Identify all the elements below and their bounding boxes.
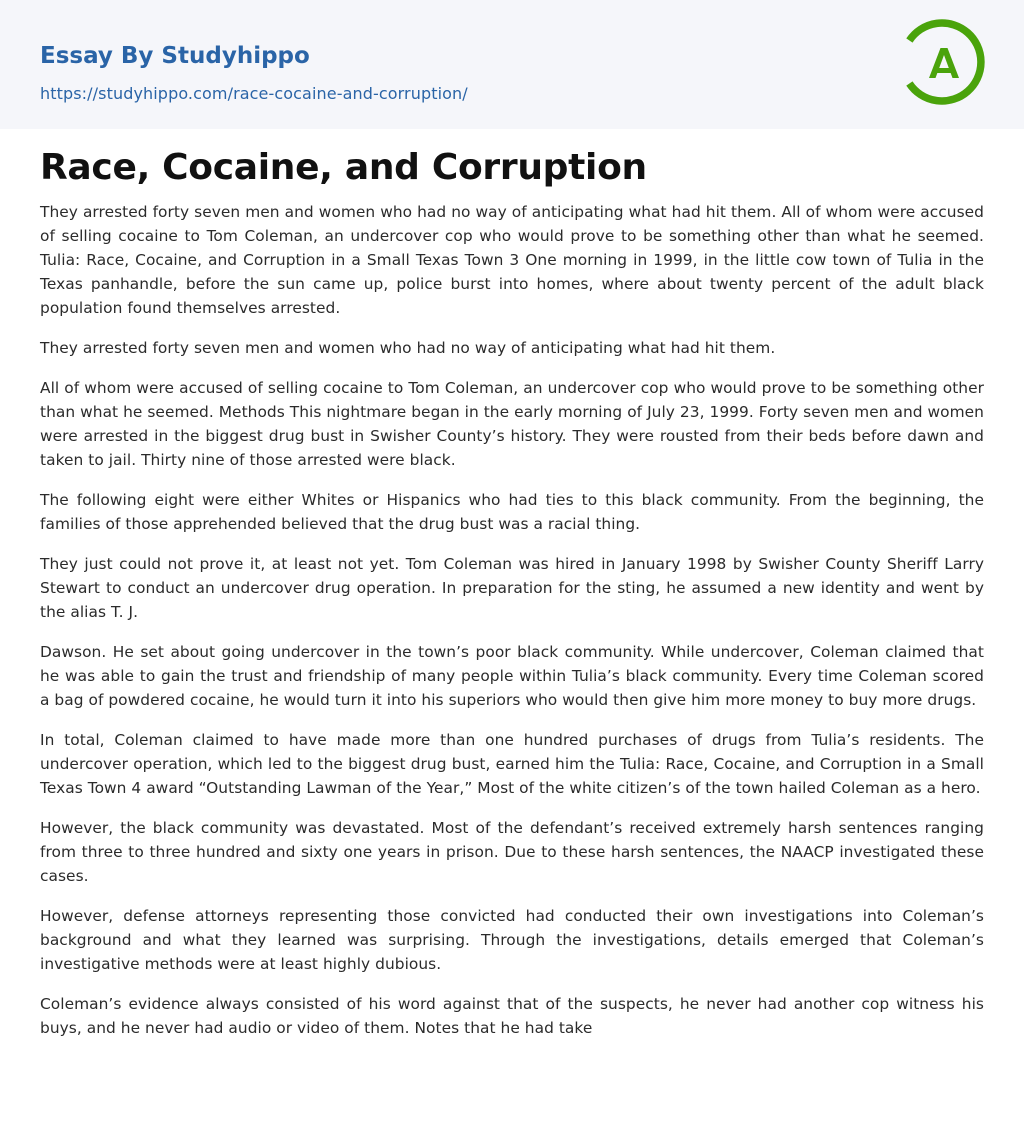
studyhippo-logo-icon[interactable] — [900, 18, 988, 106]
paragraph: They just could not prove it, at least not yet. Tom Coleman was hired in January 1998 by Swisher County Sheriff Larry Stewart to conduct an undercover drug operation. In preparation for the sting, he assumed a new identity and went by the alias T. J. — [40, 555, 984, 621]
paragraph: However, defense attorneys representing those convicted had conducted their own investigations into Coleman’s background and what they learned was surprising. Through the investigations, details emerged that Coleman’s investigative methods were at least highly dubious. — [40, 907, 984, 973]
brand-title: Essay By Studyhippo — [40, 43, 310, 69]
essay-url-link[interactable]: https://studyhippo.com/race-cocaine-and-corruption/ — [40, 84, 468, 103]
paragraph: All of whom were accused of selling cocaine to Tom Coleman, an undercover cop who would prove to be something other than what he seemed. Methods This nightmare began in the early morning of July 23, 1999. Forty seven men and women were arrested in the biggest drug bust in Swisher County’s history. They were rousted from their beds before dawn and taken to jail. Thirty nine of those arrested were black. — [40, 379, 984, 469]
paragraph: They arrested forty seven men and women who had no way of anticipating what had hit them. — [40, 339, 776, 357]
paragraph: They arrested forty seven men and women who had no way of anticipating what had hit them. All of whom were accused of selling cocaine to Tom Coleman, an undercover cop who would prove to be something other than what he seemed. Tulia: Race, Cocaine, and Corruption in a Small Texas Town 3 One morning in 1999, in the little cow town of Tulia in the Texas panhandle, before the sun came up, police burst into homes, where about twenty percent of the adult black population found themselves arrested. — [40, 203, 984, 317]
paragraph: Coleman’s evidence always consisted of his word against that of the suspects, he never had another cop witness his buys, and he never had audio or video of them. Notes that he had take — [40, 995, 984, 1037]
essay-body — [40, 200, 984, 1056]
paragraph: Dawson. He set about going undercover in the town’s poor black community. While undercover, Coleman claimed that he was able to gain the trust and friendship of many people within Tulia’s black community. Every time Coleman scored a bag of powdered cocaine, he would turn it into his superiors who would then give him more money to buy more drugs. — [40, 643, 984, 709]
paragraph: In total, Coleman claimed to have made more than one hundred purchases of drugs from Tulia’s residents. The undercover operation, which led to the biggest drug bust, earned him the Tulia: Race, Cocaine, and Corruption in a Small Texas Town 4 award “Outstanding Lawman of the Year,” Most of the white citizen’s of the town hailed Coleman as a hero. — [40, 731, 984, 797]
paragraph: However, the black community was devastated. Most of the defendant’s received extremely harsh sentences ranging from three to three hundred and sixty one years in prison. Due to these harsh sentences, the NAACP investigated these cases. — [40, 819, 984, 885]
page-title: Race, Cocaine, and Corruption — [40, 147, 647, 188]
paragraph: The following eight were either Whites or Hispanics who had ties to this black community. From the beginning, the families of those apprehended believed that the drug bust was a racial thing. — [40, 491, 984, 533]
